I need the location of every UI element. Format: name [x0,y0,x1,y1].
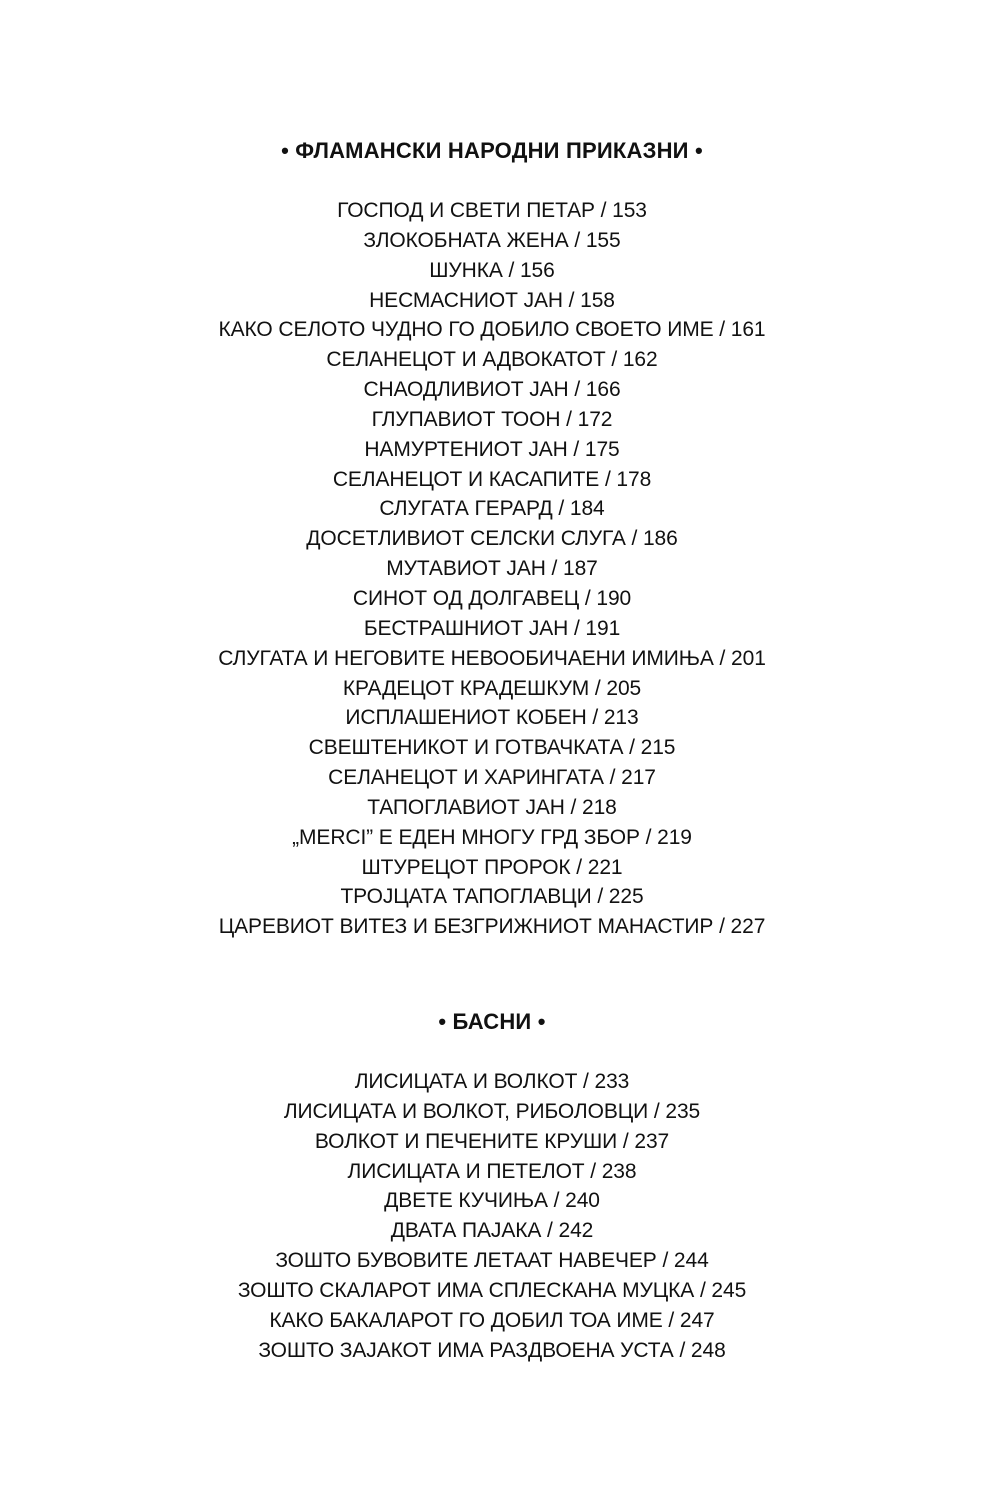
entry-list [0,1067,984,1365]
toc-entry: ДВАТА ПАЈАКА / 242 [390,1219,594,1243]
toc-entry: КАКО БАКАЛАРОТ ГО ДОБИЛ ТОА ИМЕ / 247 [269,1308,715,1332]
toc-entry: ИСПЛАШЕНИОТ КОБЕН / 213 [345,706,639,730]
entry-list [0,196,984,942]
toc-entry: ШТУРЕЦОТ ПРОРОК / 221 [361,855,623,879]
toc-entry: ДВЕТЕ КУЧИЊА / 240 [384,1189,600,1213]
toc-entry: КРАДЕЦОТ КРАДЕШКУМ / 205 [342,676,642,700]
toc-entry: ДОСЕТЛИВИОТ СЕЛСКИ СЛУГА / 186 [306,527,678,551]
toc-entry: СЕЛАНЕЦОТ И КАСАПИТЕ / 178 [332,467,652,491]
toc-entry: ЗОШТО СКАЛАРОТ ИМА СПЛЕСКАНА МУЦКА / 245 [237,1278,747,1302]
toc-entry: СЕЛАНЕЦОТ И ХАРИНГАТА / 217 [328,766,656,790]
toc-entry: НЕСМАСНИОТ ЈАН / 158 [369,288,615,312]
toc-entry: ТАПОГЛАВИОТ ЈАН / 218 [367,795,617,819]
section-flemish-folk-tales [0,136,984,942]
toc-entry: СНАОДЛИВИОТ ЈАН / 166 [363,378,621,402]
section-heading: • ФЛАМАНСКИ НАРОДНИ ПРИКАЗНИ • [281,138,703,163]
toc-entry: ЗОШТО ЗАЈАКОТ ИМА РАЗДВОЕНА УСТА / 248 [258,1338,726,1362]
toc-entry: СЛУГАТА ГЕРАРД / 184 [379,497,605,521]
toc-entry: ЛИСИЦАТА И ВОЛКОТ, РИБОЛОВЦИ / 235 [283,1099,701,1123]
toc-entry: БЕСТРАШНИОТ ЈАН / 191 [363,616,621,640]
toc-entry: ШУНКА / 156 [429,258,555,282]
toc-entry: ГЛУПАВИОТ ТООН / 172 [371,407,613,431]
toc-entry: ЗЛОКОБНАТА ЖЕНА / 155 [363,228,621,252]
toc-entry: ЛИСИЦАТА И ПЕТЕЛОТ / 238 [347,1159,637,1183]
toc-entry: ЗОШТО БУВОВИТЕ ЛЕТААТ НАВЕЧЕР / 244 [275,1249,709,1273]
section-heading: • БАСНИ • [438,1009,546,1034]
toc-entry: СЕЛАНЕЦОТ И АДВОКАТОТ / 162 [326,348,658,372]
toc-entry: СЛУГАТА И НЕГОВИТЕ НЕВООБИЧАЕНИ ИМИЊА / 201 [218,646,766,670]
toc-entry: ЛИСИЦАТА И ВОЛКОТ / 233 [354,1070,630,1093]
toc-entry: КАКО СЕЛОТО ЧУДНО ГО ДОБИЛО СВОЕТО ИМЕ / 161 [218,318,766,342]
toc-entry: МУТАВИОТ ЈАН / 187 [386,557,598,581]
toc-entry: ЦАРЕВИОТ ВИТЕЗ И БЕЗГРИЖНИОТ МАНАСТИР / 227 [218,915,766,939]
section-fables [0,1007,984,1365]
toc-entry: ГОСПОД И СВЕТИ ПЕТАР / 153 [337,199,647,222]
toc-entry: „MERCI” Е ЕДЕН МНОГУ ГРД ЗБОР / 219 [292,825,692,849]
toc-entry: НАМУРТЕНИОТ ЈАН / 175 [364,437,620,461]
toc-entry: СИНОТ ОД ДОЛГАВЕЦ / 190 [352,586,632,610]
toc-entry: ВОЛКОТ И ПЕЧЕНИТЕ КРУШИ / 237 [314,1129,670,1153]
toc-entry: СВЕШТЕНИКОТ И ГОТВАЧКАТА / 215 [308,736,676,760]
toc-entry: ТРОЈЦАТА ТАПОГЛАВЦИ / 225 [340,885,644,909]
